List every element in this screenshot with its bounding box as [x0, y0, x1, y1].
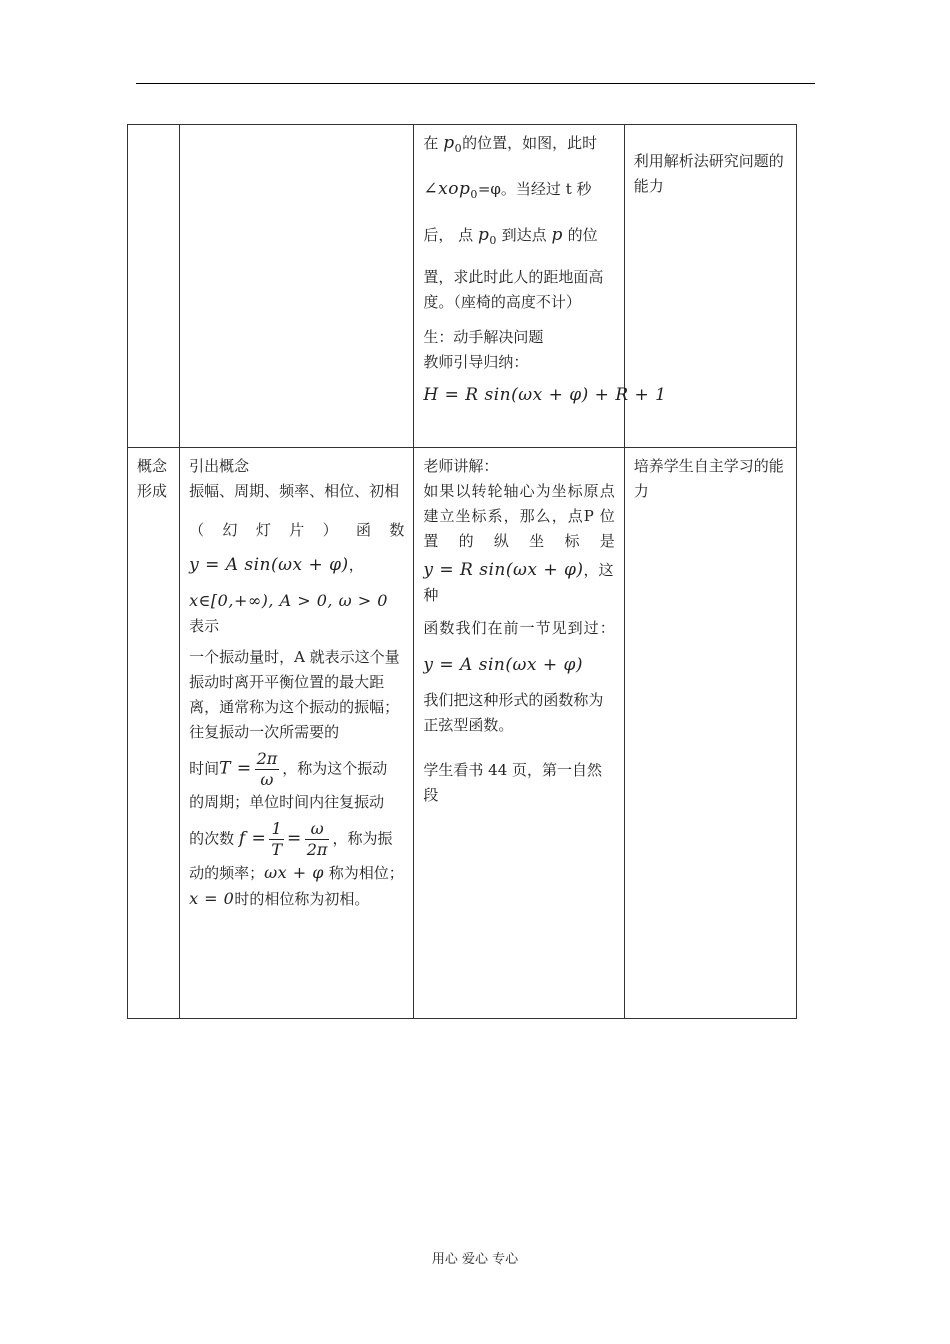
activity-text: 函数我们在前一节见到过： [423, 619, 615, 637]
stage-cell [128, 125, 180, 448]
activity-cell: 老师讲解： 如果以转轮轴心为坐标原点建立坐标系，那么，点P 位置的纵坐标是 y = R sin(ωx + φ)，这种 函数我们在前一节见到过： y = A sin(ωx + φ) 我们把这种形式的函数称为正弦型函数。 学生看书 44 页，第一自然段 [414, 448, 624, 1019]
activity-text: 老师讲解： [423, 457, 499, 475]
activity-text: 在 $p_0$的位置，如图，此时 [423, 133, 598, 155]
content-text: 一个振动量时，A 就表示这个量振动时离开平衡位置的最大距离，通常称为这个振动的振幅；往复振动一次所需要的 [189, 648, 400, 741]
fraction-omega-over-2pi: $\frac{\omega}{2\pi}$ [306, 819, 328, 859]
activity-text: 学生看书 44 页，第一自然段 [423, 761, 603, 804]
goal-text: 培养学生自主学习的能力 [633, 457, 784, 500]
header-rule [136, 83, 815, 84]
activity-text: 教师引导归纳： [423, 353, 529, 371]
table-row [128, 448, 797, 1019]
activity-text: 我们把这种形式的函数称为正弦型函数。 [423, 691, 604, 734]
lesson-plan-table [127, 124, 797, 1019]
content-text: （幻灯片）函数 [189, 521, 405, 539]
formula-y-R: y = R sin(ωx + φ) [423, 560, 584, 580]
math-p: p [551, 225, 563, 245]
content-text: 的次数 f = $\frac{1}{T}$ = $\frac{\omega}{2\pi}$ ，称为振 [189, 819, 393, 859]
math-p0: $p_0$ [443, 133, 463, 155]
goal-text: 利用解析法研究问题的能力 [633, 152, 784, 195]
content-cell [180, 125, 414, 448]
formula-domain: x∈[0,+∞), A > 0, ω > 0 [189, 591, 388, 610]
table-row [128, 125, 797, 448]
fraction-period: $\frac{2\pi}{\omega}$ [256, 749, 278, 789]
math-angle: ∠xop$_0$ [423, 179, 478, 201]
content-text: 振幅、周期、频率、相位、初相 [189, 482, 400, 500]
activity-cell [414, 125, 667, 448]
stage-label: 概念形成 [137, 457, 168, 500]
formula-H: H = R sin(ωx + φ) + R + 1 [423, 385, 667, 405]
activity-text: 后， 点 $p_0$ 到达点 p 的位 [423, 225, 598, 247]
content-text: x = 0时的相位称为初相。 [189, 889, 370, 908]
content-text: 的周期；单位时间内往复振动 [189, 793, 385, 811]
content-cell: 引出概念 振幅、周期、频率、相位、初相 （幻灯片）函数 y = A sin(ωx + φ)， x∈[0,+∞), A > 0, ω > 0 表示 一个振动量时，A 就表示这个量振动时离开平衡位置的最大距离，通常称为这个振动的振幅；往复振动一次所需要的 时间T = $\frac{2\pi}{\omega}$ ，称为这个振动 的周期；单位时间内往复振动 的次数 f = $\frac{1}{T}$ = $\frac{\omega}{2\pi}$ ，称为振 动的频率；ωx + φ 称为相位； x = 0时的相位称为初相。 [180, 448, 414, 1019]
fraction-1-over-T: $\frac{1}{T}$ [271, 819, 282, 859]
formula-y-A: y = A sin(ωx + φ) [189, 555, 349, 575]
activity-text: 如果以转轮轴心为坐标原点建立坐标系，那么，点P 位置的纵坐标是 [423, 482, 615, 550]
page-footer: 用心 爱心 专心 [431, 1252, 519, 1267]
goal-cell [624, 448, 796, 1019]
formula-y-A: y = A sin(ωx + φ) [423, 655, 584, 675]
activity-text: 生：动手解决问题 [423, 328, 544, 346]
content-text: 引出概念 [189, 457, 250, 475]
stage-cell [128, 448, 180, 1019]
math-p0: $p_0$ [477, 225, 497, 247]
content-text: 时间T = $\frac{2\pi}{\omega}$ ，称为这个振动 [189, 749, 388, 789]
activity-text: 置，求此时此人的距地面高度。（座椅的高度不计） [423, 268, 604, 311]
content-text: 动的频率；ωx + φ 称为相位； [189, 863, 404, 882]
activity-text: ∠xop$_0$=φ。当经过 t 秒 [423, 179, 592, 201]
